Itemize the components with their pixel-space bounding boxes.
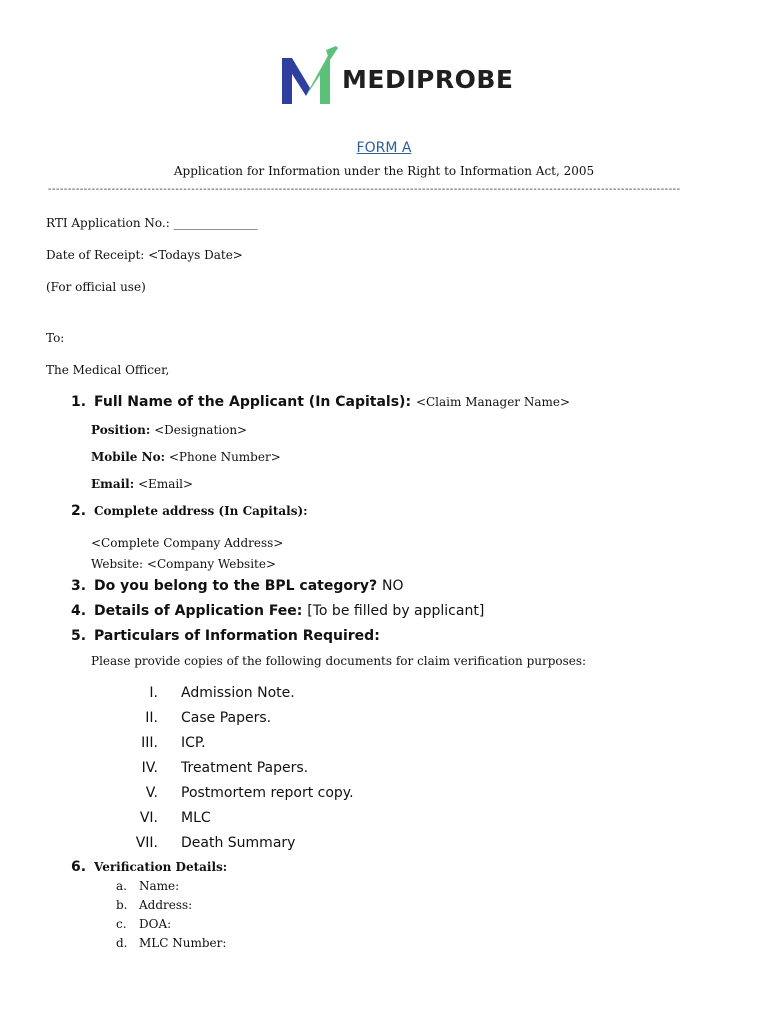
mobile-label: Mobile No: bbox=[91, 450, 166, 464]
document-item: MLC bbox=[181, 810, 211, 826]
email-value: <Email> bbox=[138, 477, 194, 491]
document-number: I. bbox=[149, 685, 158, 701]
item-number: 6. bbox=[71, 859, 87, 875]
complete-address-label: Complete address (In Capitals): bbox=[94, 504, 308, 518]
field-letter: b. bbox=[116, 898, 128, 912]
mobile-row bbox=[91, 450, 281, 464]
document-number: II. bbox=[145, 710, 158, 726]
document-number: V. bbox=[145, 785, 158, 801]
position-value: <Designation> bbox=[154, 423, 248, 437]
position-label: Position: bbox=[91, 423, 151, 437]
email-label: Email: bbox=[91, 477, 135, 491]
document-item: ICP. bbox=[181, 735, 206, 751]
document-number: III. bbox=[141, 735, 158, 751]
verification-field: Name: bbox=[139, 879, 180, 893]
mobile-value: <Phone Number> bbox=[168, 450, 281, 464]
fee-value: [To be filled by applicant] bbox=[307, 603, 485, 619]
document-number: VI. bbox=[139, 810, 158, 826]
field-letter: d. bbox=[116, 936, 128, 950]
rti-application-no: RTI Application No.: ______________ bbox=[46, 216, 258, 230]
mediprobe-logo bbox=[280, 46, 514, 106]
verification-field: DOA: bbox=[139, 917, 172, 931]
bpl-label: Do you belong to the BPL category? bbox=[94, 578, 378, 594]
applicant-name-row bbox=[94, 394, 570, 410]
position-row bbox=[91, 423, 247, 437]
verification-field: MLC Number: bbox=[139, 936, 227, 950]
separator-line: --------------------------------------------------------------------------------------------------------------------------------------------------------------- bbox=[48, 184, 681, 195]
verification-details-label: Verification Details: bbox=[94, 860, 228, 874]
item-number: 5. bbox=[71, 628, 87, 644]
document-item: Death Summary bbox=[181, 835, 296, 851]
addressee-officer: The Medical Officer, bbox=[46, 363, 170, 377]
company-address: <Complete Company Address> bbox=[91, 536, 284, 550]
document-item: Postmortem report copy. bbox=[181, 785, 354, 801]
document-item: Admission Note. bbox=[181, 685, 295, 701]
company-website: Website: <Company Website> bbox=[91, 557, 277, 571]
document-number: IV. bbox=[141, 760, 158, 776]
official-use-note: (For official use) bbox=[46, 280, 146, 294]
form-subtitle: Application for Information under the Right to Information Act, 2005 bbox=[173, 164, 595, 178]
fee-row bbox=[94, 603, 484, 619]
field-letter: a. bbox=[116, 879, 127, 893]
logo-m-icon bbox=[280, 46, 342, 106]
particulars-label: Particulars of Information Required: bbox=[94, 628, 380, 644]
bpl-row bbox=[94, 578, 404, 594]
email-row bbox=[91, 477, 193, 491]
applicant-name-label: Full Name of the Applicant (In Capitals): bbox=[94, 394, 412, 410]
applicant-name-value: <Claim Manager Name> bbox=[415, 395, 571, 409]
item-number: 2. bbox=[71, 503, 87, 519]
field-letter: c. bbox=[116, 917, 127, 931]
logo-text: MEDIPROBE bbox=[342, 65, 514, 94]
item-number: 1. bbox=[71, 394, 87, 410]
verification-field: Address: bbox=[139, 898, 193, 912]
particulars-intro: Please provide copies of the following documents for claim verification purposes: bbox=[91, 654, 587, 668]
item-number: 3. bbox=[71, 578, 87, 594]
bpl-value: NO bbox=[382, 578, 404, 594]
item-number: 4. bbox=[71, 603, 87, 619]
document-item: Treatment Papers. bbox=[181, 760, 309, 776]
document-number: VII. bbox=[135, 835, 158, 851]
fee-label: Details of Application Fee: bbox=[94, 603, 303, 619]
form-title: FORM A bbox=[356, 140, 412, 156]
to-label: To: bbox=[46, 331, 65, 345]
document-item: Case Papers. bbox=[181, 710, 272, 726]
date-of-receipt: Date of Receipt: <Todays Date> bbox=[46, 248, 243, 262]
